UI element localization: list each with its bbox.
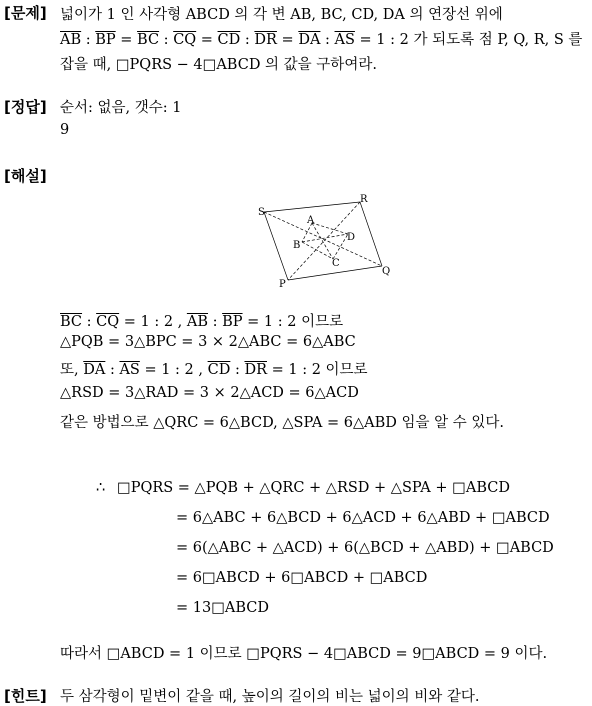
hint-label: [힌트]	[4, 687, 47, 705]
quadrilateral-figure	[250, 190, 400, 290]
segment-ab: $\overline{AB}$	[186, 314, 209, 330]
segment-bp: $\overline{BP}$	[222, 314, 243, 330]
label-b: B	[293, 240, 301, 251]
problem-label: [문제]	[4, 4, 47, 22]
segment-dr: $\overline{DR}$	[254, 32, 277, 48]
label-q: Q	[382, 266, 391, 277]
segment-cq: $\overline{CQ}$	[173, 32, 197, 48]
solution-line-1: $\overline{BC}$ : $\overline{CQ} = 1$ : 2 , $\overline{AB}$ : $\overline{BP} = 1$ : 2 이므로	[60, 314, 344, 330]
hint-text: 두 삼각형이 밑변이 같을 때, 높이의 길이의 비는 넓이의 비와 같다.	[60, 689, 480, 705]
edge-sr	[264, 202, 360, 212]
solution-line-2: △PQB = 3△BPC = 3 × 2△ABC = 6△ABC	[60, 334, 356, 350]
answer-line-1: 순서: 없음, 갯수: 1	[60, 100, 182, 116]
solution-line-5: 같은 방법으로 △QRC = 6△BCD, △SPA = 6△ABD 임을 알 수 있다.	[60, 415, 504, 431]
answer-value: 9	[60, 122, 70, 138]
segment-cd: $\overline{CD}$	[207, 362, 231, 378]
label-s: S	[258, 207, 265, 218]
label-p: P	[279, 279, 286, 290]
therefore-symbol: ∴	[96, 480, 106, 496]
solution-line-3: 또, $\overline{DA}$ : $\overline{AS} = 1$ : 2 , $\overline{CD}$ : $\overline{DR} = 1$ : 2 이므로	[60, 362, 368, 378]
equation-line-5: = 13□ABCD	[176, 600, 270, 616]
equation-line-3: = 6(△ABC + △ACD) + 6(△BCD + △ABD) + □ABCD	[176, 540, 554, 556]
conclusion-line: 따라서 □ABCD = 1 이므로 □PQRS − 4□ABCD = 9□ABCD = 9 이다.	[60, 646, 548, 662]
also-text: 또,	[60, 362, 79, 378]
segment-dr: $\overline{DR}$	[244, 362, 267, 378]
segment-ab: $\overline{AB}$	[60, 32, 82, 48]
segment-as: $\overline{AS}$	[119, 362, 140, 378]
ratio-tail-text: = 1 : 2 이므로	[271, 362, 368, 378]
equation-line-2: = 6△ABC + 6△BCD + 6△ACD + 6△ABD + □ABCD	[176, 510, 550, 526]
solution-label: [해설]	[4, 167, 47, 185]
answer-label: [정답]	[4, 98, 47, 116]
line-sq	[264, 212, 382, 266]
ratio-text: = 1 : 2 ,	[144, 362, 203, 378]
edge-ps	[264, 212, 288, 280]
problem-line-3: 잡을 때, □PQRS − 4□ABCD 의 값을 구하여라.	[60, 57, 377, 73]
edge-rq	[360, 202, 382, 266]
problem-line-2-tail: = 1 : 2 가 되도록 점 P, Q, R, S 를	[359, 32, 583, 48]
diagonal-ac	[312, 223, 333, 259]
diagonal-bd	[302, 234, 348, 242]
ratio-text: = 1 : 2 ,	[123, 314, 183, 330]
ratio-tail-text: = 1 : 2 이므로	[247, 314, 344, 330]
label-d: D	[347, 232, 356, 243]
solution-line-4: △RSD = 3△RAD = 3 × 2△ACD = 6△ACD	[60, 385, 359, 401]
equation-line-4: = 6□ABCD + 6□ABCD + □ABCD	[176, 570, 428, 586]
problem-line-2: $\overline{AB}$ : $\overline{BP} = \overline{BC}$ : $\overline{CQ} = \overline{CD}$ : $\overline{DR} = \overline{DA}$ : $\overline{AS} = 1$ : 2 가 되도록 점 P, Q, R, S 를	[60, 32, 583, 48]
label-c: C	[332, 258, 340, 269]
label-a: A	[307, 215, 315, 226]
side-cd	[333, 234, 348, 259]
segment-da: $\overline{DA}$	[83, 362, 106, 378]
segment-cq: $\overline{CQ}$	[96, 314, 120, 330]
problem-line-1: 넓이가 1 인 사각형 ABCD 의 각 변 AB, BC, CD, DA 의 연장선 위에	[60, 7, 503, 23]
segment-da: $\overline{DA}$	[298, 32, 321, 48]
equation-line-1: □PQRS = △PQB + △QRC + △RSD + △SPA + □ABCD	[117, 480, 510, 496]
segment-cd: $\overline{CD}$	[217, 32, 241, 48]
segment-bc: $\overline{BC}$	[60, 314, 83, 330]
segment-bp: $\overline{BP}$	[95, 32, 116, 48]
label-r: R	[360, 194, 368, 205]
segment-as: $\overline{AS}$	[334, 32, 355, 48]
segment-bc: $\overline{BC}$	[137, 32, 160, 48]
